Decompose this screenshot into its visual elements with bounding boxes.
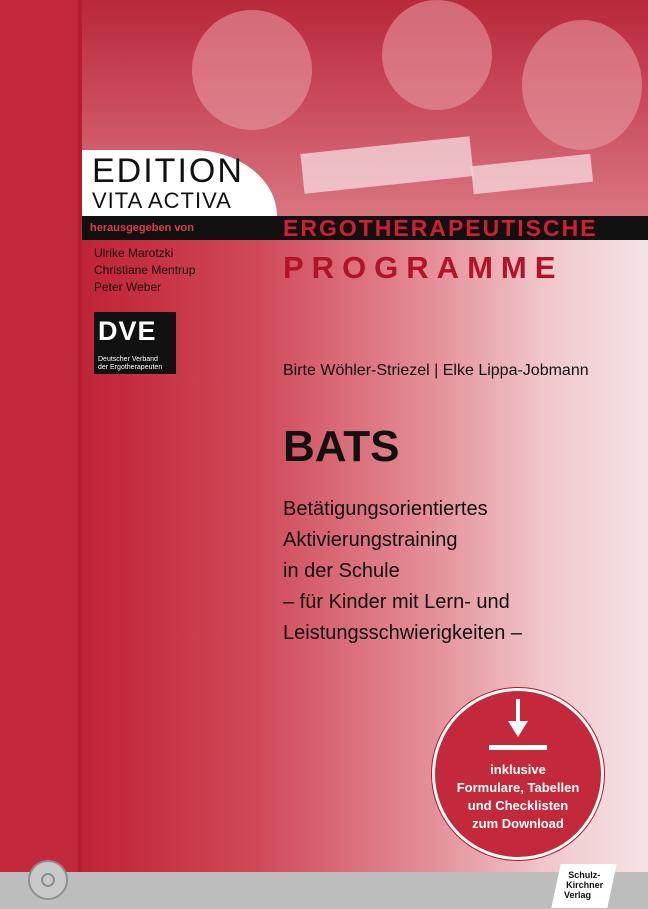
dve-logo [94, 312, 176, 374]
editor-name: Ulrike Marotzki [94, 246, 174, 260]
dve-sub-line1: Deutscher Verband [98, 356, 158, 363]
editor-name: Christiane Mentrup [94, 263, 196, 277]
badge-line: Formulare, Tabellen [456, 780, 580, 795]
download-arrow-icon [505, 699, 531, 739]
book-subtitle [283, 494, 522, 649]
subtitle-line: Aktivierungstraining [283, 529, 458, 551]
edition-line2: VITA ACTIVA [92, 188, 232, 213]
subtitle-line: Betätigungsorientiertes [283, 498, 488, 520]
badge-line: und Checklisten [467, 798, 569, 813]
photo-book [300, 136, 473, 194]
book-title: BATS [283, 422, 400, 471]
editor-name: Peter Weber [94, 280, 162, 294]
bottom-strip [0, 872, 648, 909]
publisher-line: Kirchner [566, 880, 604, 890]
photo-figure [382, 0, 492, 110]
edition-line1: EDITION [92, 152, 244, 190]
photo-figure [522, 20, 642, 150]
editors-label: herausgegeben von [90, 222, 194, 234]
cd-icon [28, 860, 68, 900]
download-bar-icon [489, 745, 547, 750]
badge-line: inklusive [490, 762, 546, 777]
subtitle-line: Leistungsschwierigkeiten – [283, 622, 523, 644]
series-name-line2: PROGRAMME [283, 250, 564, 285]
editors-list [94, 245, 195, 296]
badge-line: zum Download [472, 816, 564, 831]
dve-sub-line2: der Ergotherapeuten [98, 364, 163, 371]
dve-logo-text: DVE [98, 316, 157, 346]
spine-band [0, 0, 82, 872]
download-badge [432, 688, 604, 860]
publisher-logo [551, 864, 616, 908]
publisher-line: Schulz- [568, 870, 601, 880]
subtitle-line: in der Schule [283, 560, 400, 582]
series-name-line1: ERGOTHERAPEUTISCHE [283, 215, 598, 241]
photo-book [471, 154, 593, 194]
authors: Birte Wöhler-Striezel | Elke Lippa-Jobmann [283, 362, 589, 379]
subtitle-line: – für Kinder mit Lern- und [283, 591, 510, 613]
publisher-line: Verlag [563, 890, 592, 900]
photo-figure [192, 10, 312, 130]
badge-text [435, 761, 601, 833]
